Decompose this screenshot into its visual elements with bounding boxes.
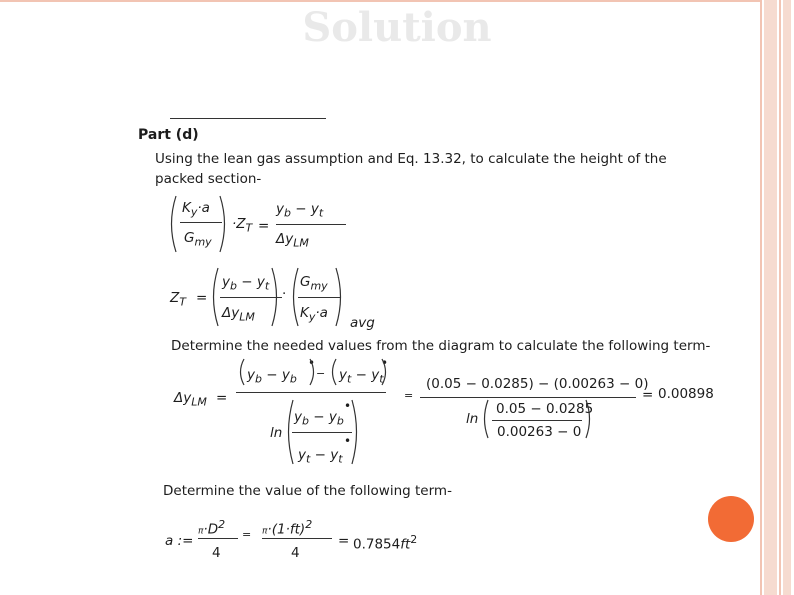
equals-sign: = <box>338 533 350 549</box>
determine-instruction-1: Determine the needed values from the diagram to calculate the following term- <box>171 338 711 354</box>
gmy-term: $G_{my}$ <box>300 274 328 293</box>
intro-line-1: Using the lean gas assumption and Eq. 13.32, to calculate the height of the <box>155 151 667 167</box>
area-lhs: a := <box>165 533 194 549</box>
numeric-ln-denominator: 0.00263 − 0 <box>497 424 582 440</box>
yb-yt-numerator: $y_b - y_t$ <box>276 201 324 220</box>
delta-y-lm-denominator: $\Delta y_{LM}$ <box>276 231 309 250</box>
equals-sign: = <box>404 389 414 402</box>
determine-instruction-2: Determine the value of the following term- <box>163 483 452 499</box>
kya-term: $K_y\cdot a$ <box>182 200 210 219</box>
area-result: $0.7854ft^2$ <box>353 533 418 553</box>
left-paren <box>236 357 246 387</box>
equals-sign: = <box>196 290 208 306</box>
equilibrium-star-icon: • <box>344 399 352 413</box>
left-paren <box>480 398 490 440</box>
denominator-4: 4 <box>291 545 300 561</box>
fraction-bar <box>198 538 238 539</box>
right-paren <box>380 357 390 387</box>
numeric-ln-numerator: 0.05 − 0.0285 <box>496 401 594 417</box>
minus-sign: − <box>316 367 326 380</box>
fraction-bar <box>180 222 222 223</box>
fraction-bar <box>262 538 332 539</box>
zt-term: $\cdot Z_T$ <box>232 216 253 235</box>
left-paren <box>166 194 178 254</box>
equals-sign: = <box>242 528 252 541</box>
right-paren <box>584 398 594 440</box>
delta-y-lm-result: 0.00898 <box>658 386 714 402</box>
pi-1ft-squared: $\pi\cdot(1\cdot ft)^2$ <box>262 518 313 538</box>
equilibrium-star-icon: • <box>308 356 316 370</box>
yb-yt-numerator: $y_b - y_t$ <box>222 274 270 293</box>
equilibrium-star-icon: • <box>381 356 389 370</box>
left-paren <box>328 357 338 387</box>
yb-minus-yb-star: $y_b - y_b$ <box>294 409 344 428</box>
pi-d-squared: $\pi\cdot D^2$ <box>198 518 226 538</box>
fraction-bar <box>276 224 346 225</box>
ln-function: ln <box>270 425 283 441</box>
dot-operator: · <box>282 286 287 302</box>
left-paren <box>208 266 220 328</box>
equals-sign: = <box>258 218 270 234</box>
separator-line <box>170 118 326 119</box>
equilibrium-star-icon: • <box>344 434 352 448</box>
delta-y-lm-lhs: $\Delta y_{LM}$ <box>174 390 207 409</box>
right-paren <box>350 398 362 466</box>
avg-subscript: avg <box>350 315 375 331</box>
fraction-bar <box>492 420 582 421</box>
slide-title: Solution <box>302 4 492 51</box>
equals-sign: = <box>642 387 654 403</box>
denominator-4: 4 <box>212 545 221 561</box>
fraction-bar <box>292 432 352 433</box>
right-paren <box>218 194 230 254</box>
yt-minus-yt-star: $y_t - y_t$ <box>298 447 343 466</box>
fraction-bar <box>236 392 386 393</box>
fraction-bar <box>420 397 636 398</box>
yt-minus-yt-star: $y_t - y_t$ <box>339 367 384 386</box>
yb-minus-yb-star: $y_b - y_b$ <box>247 367 297 386</box>
zt-lhs: $Z_T$ <box>170 290 186 309</box>
numeric-numerator: (0.05 − 0.0285) − (0.00263 − 0) <box>426 376 649 392</box>
delta-y-lm-denominator: $\Delta y_{LM}$ <box>222 305 255 324</box>
ln-function: ln <box>466 411 479 427</box>
equals-sign: = <box>216 390 228 406</box>
right-paren <box>334 266 346 328</box>
right-paren <box>270 266 282 328</box>
gmy-term: $G_{my}$ <box>184 230 212 249</box>
part-label: Part (d) <box>138 127 199 143</box>
kya-term: $K_y\cdot a$ <box>300 305 328 324</box>
intro-line-2: packed section- <box>155 171 262 187</box>
